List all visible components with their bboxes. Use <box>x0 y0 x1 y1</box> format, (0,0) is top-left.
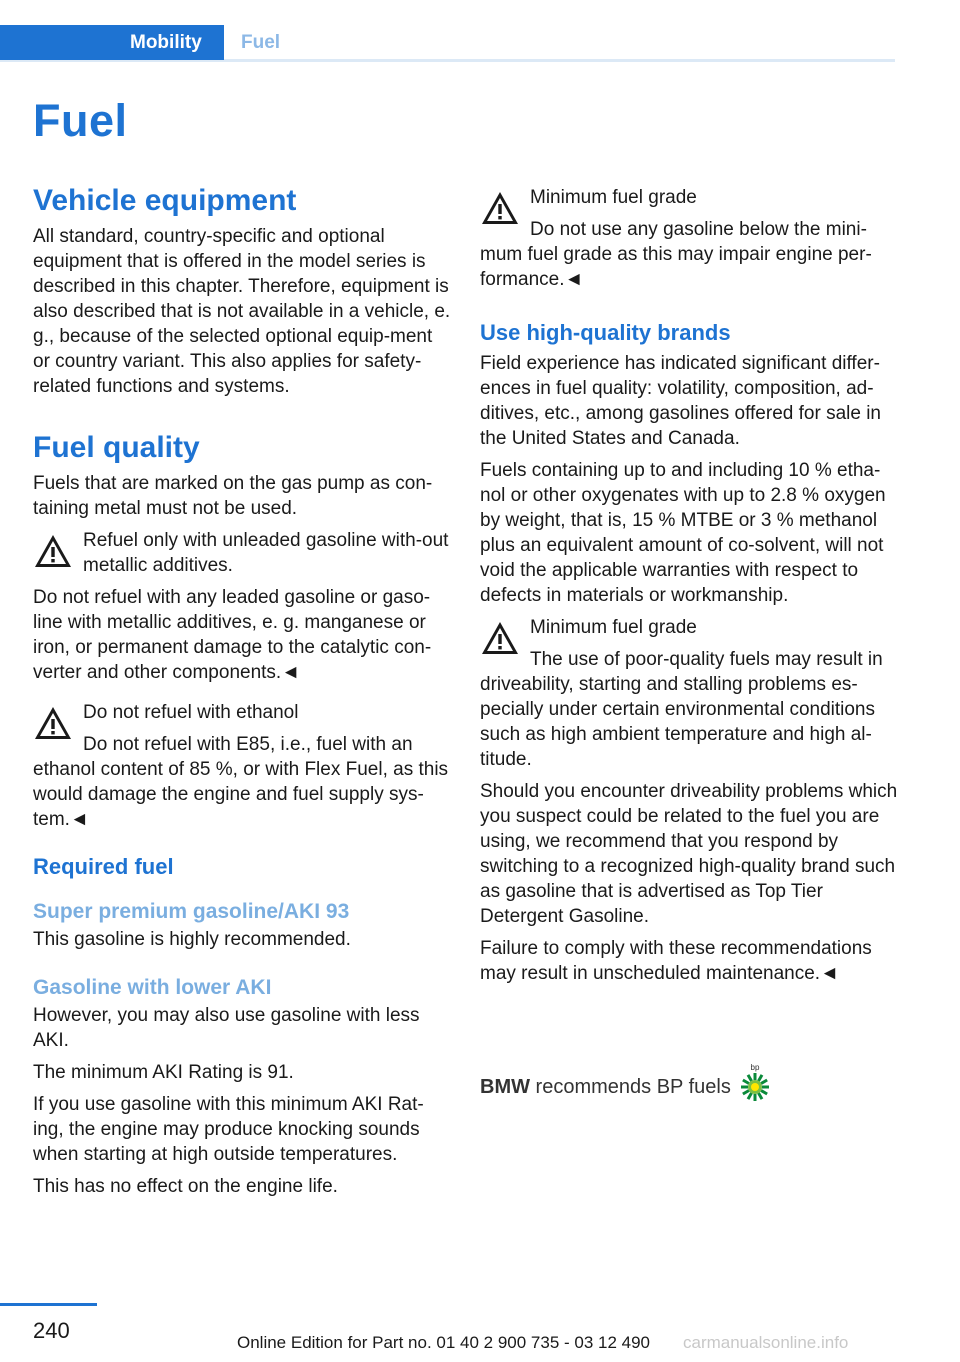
edition-text: Online Edition for Part no. 01 40 2 900 735 - 03 12 490 <box>237 1333 651 1352</box>
warning-minimum-grade-2-lead: The use of poor-quality fuels may result in <box>530 649 883 670</box>
warning-minimum-grade-2-text: driveability, starting and stalling problems es-pecially under certain environmental conditions such as high ambient temperature and high al-titude. <box>480 674 876 770</box>
bp-recommendation-banner <box>480 1062 780 1102</box>
warning-triangle-icon <box>480 619 520 657</box>
bp-logo-text: bp <box>750 1063 760 1072</box>
warning-triangle-icon <box>480 189 520 227</box>
super-premium-text: This gasoline is highly recommended. <box>33 929 351 950</box>
bp-helios-logo-icon <box>738 1062 772 1102</box>
lower-aki-text-3: If you use gasoline with this minimum AKI Rat-ing, the engine may produce knocking sounds when starting at high outside temperatures. <box>33 1094 424 1165</box>
page-title: Fuel <box>33 95 128 146</box>
page-number: 240 <box>33 1318 70 1343</box>
chapter-tab-fuel[interactable] <box>241 25 280 60</box>
brands-text-2: Fuels containing up to and including 10 % etha-nol or other oxygenates with up to 2.8 % oxygen by weight, that is, 15 % MTBE or 3 % methanol plus an equivalent amount of co-solvent, will not void the applicable warranties with respect to defects in materials or workmanship. <box>480 460 886 606</box>
brands-text-1: Field experience has indicated significant differ-ences in fuel quality: volatility, composition, ad-ditives, etc., among gasolines offered for sale in the United States and Canada. <box>480 353 881 449</box>
page-header <box>0 25 895 62</box>
warning-unleaded <box>33 528 451 578</box>
warning-triangle-icon <box>33 704 73 742</box>
brands-text-4: Failure to comply with these recommendations may result in unscheduled maintenance.◄ <box>480 938 872 984</box>
warning-ethanol-lead: Do not refuel with E85, i.e., fuel with an <box>83 734 413 755</box>
warning-unleaded-title: Refuel only with unleaded gasoline with-out metallic additives. <box>83 530 449 576</box>
fuel-quality-text: Fuels that are marked on the gas pump as con-taining metal must not be used. <box>33 473 433 519</box>
left-column <box>33 183 451 1206</box>
warning-ethanol <box>33 700 451 757</box>
heading-vehicle-equipment: Vehicle equipment <box>33 184 297 217</box>
brands-text-3: Should you encounter driveability problems which you suspect could be related to the fuel you are using, we recommend that you respond by switching to a recognized high-quality brand such as gasoline that is advertised as Top Tier Detergent Gasoline. <box>480 781 898 927</box>
watermark-text: carmanualsonline.info <box>683 1333 849 1352</box>
heading-required-fuel: Required fuel <box>33 854 174 879</box>
lower-aki-text-1: However, you may also use gasoline with less AKI. <box>33 1005 420 1051</box>
lower-aki-text-2: The minimum AKI Rating is 91. <box>33 1062 294 1083</box>
heading-super-premium: Super premium gasoline/AKI 93 <box>33 900 350 923</box>
heading-high-quality-brands: Use high-quality brands <box>480 320 731 345</box>
warning-minimum-grade-1-title: Minimum fuel grade <box>530 187 697 208</box>
warning-unleaded-text: Do not refuel with any leaded gasoline or gaso-line with metallic additives, e. g. manganese or iron, or permanent damage to the catalytic con-verter and other components.◄ <box>33 587 432 683</box>
warning-minimum-grade-2-title: Minimum fuel grade <box>530 617 697 638</box>
warning-ethanol-title: Do not refuel with ethanol <box>83 702 299 723</box>
footer-accent-line <box>0 1303 97 1306</box>
lower-aki-text-4: This has no effect on the engine life. <box>33 1176 338 1197</box>
vehicle-equipment-text: All standard, country-specific and optional equipment that is offered in the model series is described in this chapter. Therefore, equipment is also described that is not available in a vehicle, e. g., because of the selected optional equip-ment or country variant. This also applies for safety-related functions and systems. <box>33 226 451 397</box>
heading-lower-aki: Gasoline with lower AKI <box>33 976 272 999</box>
chapter-label: Fuel <box>241 32 281 53</box>
warning-ethanol-text: ethanol content of 85 %, or with Flex Fuel, as this would damage the engine and fuel supply sys-tem.◄ <box>33 759 449 830</box>
heading-fuel-quality: Fuel quality <box>33 431 200 464</box>
warning-triangle-icon <box>33 532 73 570</box>
bp-recommendation-text <box>480 1076 731 1099</box>
section-tab-mobility[interactable] <box>0 25 224 60</box>
warning-minimum-grade-1 <box>480 185 898 242</box>
right-column <box>480 185 898 993</box>
bp-fuels-text: recommends BP fuels <box>529 1076 731 1098</box>
section-label: Mobility <box>130 32 202 53</box>
bmw-brand-text: BMW <box>480 1076 530 1098</box>
warning-minimum-grade-1-lead: Do not use any gasoline below the mini- <box>530 219 867 240</box>
warning-minimum-grade-1-text: mum fuel grade as this may impair engine per-formance.◄ <box>480 244 872 290</box>
warning-minimum-grade-2 <box>480 615 898 672</box>
